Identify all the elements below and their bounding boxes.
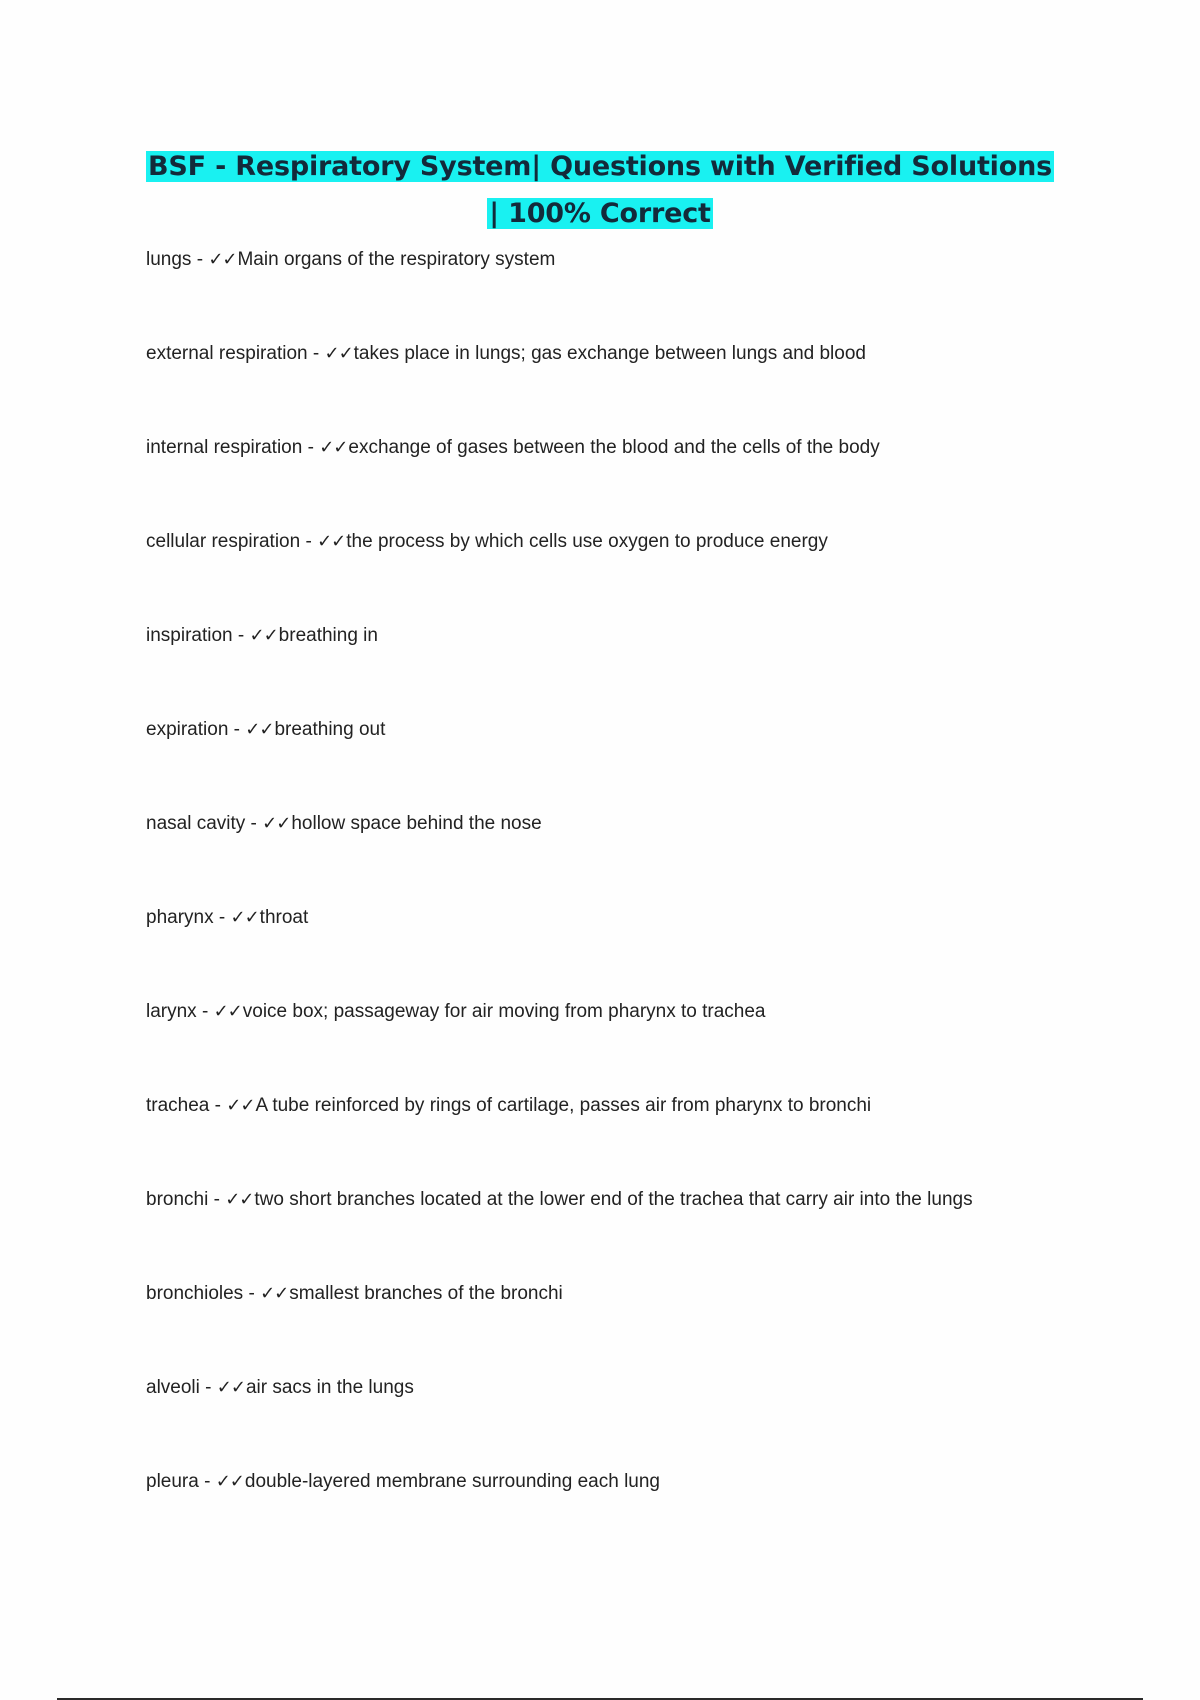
- entry-separator: -: [208, 1189, 226, 1210]
- entry-definition: takes place in lungs; gas exchange between lungs and blood: [353, 343, 866, 364]
- entry-separator: -: [213, 907, 231, 928]
- entry-definition: hollow space behind the nose: [291, 813, 542, 834]
- entry-term: trachea: [146, 1095, 210, 1116]
- entry-term: inspiration: [146, 625, 233, 646]
- entry-term: bronchioles: [146, 1283, 244, 1304]
- list-item: [146, 247, 1066, 341]
- entry-separator: -: [198, 1471, 216, 1492]
- entry-term: pleura: [146, 1471, 199, 1492]
- entry-term: lungs: [146, 249, 192, 270]
- entry-definition: Main organs of the respiratory system: [237, 249, 556, 270]
- entry-separator: -: [228, 719, 246, 740]
- entry-separator: -: [191, 249, 209, 270]
- entry-term: pharynx: [146, 907, 214, 928]
- title-block: [146, 145, 1054, 239]
- double-check-icon: ✓✓: [226, 1095, 255, 1116]
- list-item: [146, 1469, 1066, 1563]
- list-item: [146, 811, 1066, 905]
- list-item: [146, 1093, 1066, 1187]
- entry-definition: smallest branches of the bronchi: [289, 1283, 563, 1304]
- entry-term: expiration: [146, 719, 229, 740]
- list-item: [146, 623, 1066, 717]
- double-check-icon: ✓✓: [216, 1377, 245, 1398]
- double-check-icon: ✓✓: [215, 1471, 244, 1492]
- list-item: [146, 435, 1066, 529]
- entry-definition: throat: [259, 907, 309, 928]
- entry-separator: -: [243, 1283, 261, 1304]
- list-item: [146, 529, 1066, 623]
- entry-term: internal respiration: [146, 437, 303, 458]
- double-check-icon: ✓✓: [245, 719, 274, 740]
- entry-separator: -: [209, 1095, 227, 1116]
- entry-term: bronchi: [146, 1189, 209, 1210]
- entry-separator: -: [232, 625, 250, 646]
- double-check-icon: ✓✓: [319, 437, 348, 458]
- double-check-icon: ✓✓: [260, 1283, 289, 1304]
- double-check-icon: ✓✓: [262, 813, 291, 834]
- double-check-icon: ✓✓: [317, 531, 346, 552]
- double-check-icon: ✓✓: [249, 625, 278, 646]
- page-title: BSF - Respiratory System| Questions with Verified Solutions | 100% Correct: [148, 151, 1052, 229]
- term-definition-list: [146, 247, 1066, 1563]
- entry-separator: -: [302, 437, 320, 458]
- entry-term: larynx: [146, 1001, 197, 1022]
- list-item: [146, 341, 1066, 435]
- entry-definition: two short branches located at the lower end of the trachea that carry air into the lungs: [254, 1189, 973, 1210]
- entry-definition: air sacs in the lungs: [245, 1377, 414, 1398]
- list-item: [146, 1375, 1066, 1469]
- entry-definition: exchange of gases between the blood and the cells of the body: [348, 437, 880, 458]
- entry-separator: -: [300, 531, 318, 552]
- list-item: [146, 999, 1066, 1093]
- entry-separator: -: [196, 1001, 214, 1022]
- entry-term: external respiration: [146, 343, 308, 364]
- double-check-icon: ✓✓: [213, 1001, 242, 1022]
- list-item: [146, 1281, 1066, 1375]
- entry-term: alveoli: [146, 1377, 200, 1398]
- list-item: [146, 905, 1066, 999]
- entry-term: nasal cavity: [146, 813, 246, 834]
- double-check-icon: ✓✓: [225, 1189, 254, 1210]
- entry-definition: voice box; passageway for air moving from pharynx to trachea: [242, 1001, 766, 1022]
- double-check-icon: ✓✓: [208, 249, 237, 270]
- double-check-icon: ✓✓: [230, 907, 259, 928]
- entry-definition: the process by which cells use oxygen to produce energy: [346, 531, 828, 552]
- entry-definition: breathing out: [274, 719, 386, 740]
- list-item: [146, 1187, 1066, 1281]
- entry-definition: breathing in: [278, 625, 378, 646]
- entry-definition: A tube reinforced by rings of cartilage, passes air from pharynx to bronchi: [255, 1095, 872, 1116]
- list-item: [146, 717, 1066, 811]
- entry-separator: -: [307, 343, 325, 364]
- entry-separator: -: [245, 813, 263, 834]
- double-check-icon: ✓✓: [324, 343, 353, 364]
- entry-term: cellular respiration: [146, 531, 301, 552]
- entry-separator: -: [199, 1377, 217, 1398]
- entry-definition: double-layered membrane surrounding each lung: [244, 1471, 660, 1492]
